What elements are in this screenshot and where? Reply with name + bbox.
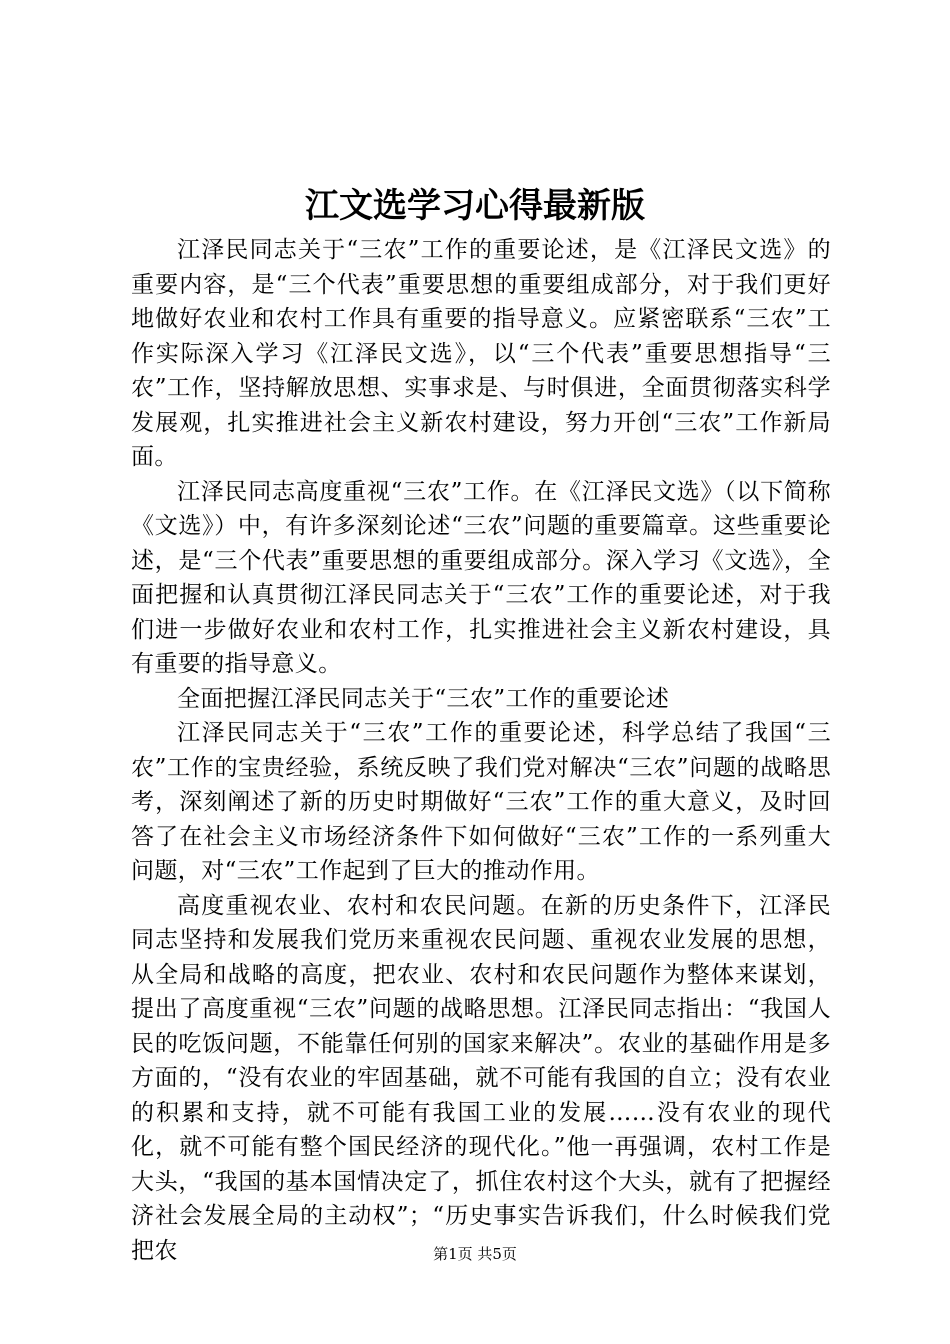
section-heading: 全面把握江泽民同志关于“三农”工作的重要论述 xyxy=(177,685,670,712)
paragraph-1: 江泽民同志关于“三农”工作的重要论述，是《江泽民文选》的重要内容，是“三个代表”重要思想的重要组成部分，对于我们更好地做好农业和农村工作具有重要的指导意义。应紧密联系“三农”工作实际深入学习《江泽民文选》，以“三个代表”重要思想指导“三农”工作，坚持解放思想、实事求是、与时俱进，全面贯彻落实科学发展观，扎实推进社会主义新农村建设，努力开创“三农”工作新局面。 xyxy=(131,237,831,470)
document-body xyxy=(131,233,831,1268)
paragraph-2: 江泽民同志高度重视“三农”工作。在《江泽民文选》（以下简称《文选》）中，有许多深刻论述“三农”问题的重要篇章。这些重要论述，是“三个代表”重要思想的重要组成部分。深入学习《文选》，全面把握和认真贯彻江泽民同志关于“三农”工作的重要论述，对于我们进一步做好农业和农村工作，扎实推进社会主义新农村建设，具有重要的指导意义。 xyxy=(131,478,831,677)
page-title: 江文选学习心得最新版 xyxy=(305,186,645,226)
paragraph-4: 高度重视农业、农村和农民问题。在新的历史条件下，江泽民同志坚持和发展我们党历来重视农民问题、重视农业发展的思想，从全局和战略的高度，把农业、农村和农民问题作为整体来谋划，提出了高度重视“三农”问题的战略思想。江泽民同志指出：“我国人民的吃饭问题，不能靠任何别的国家来解决”。农业的基础作用是多方面的，“没有农业的牢固基础，就不可能有我国的自立；没有农业的积累和支持，就不可能有我国工业的发展……没有农业的现代化，就不可能有整个国民经济的现代化。”他一再强调，农村工作是大头，“我国的基本国情决定了，抓住农村这个大头，就有了把握经济社会发展全局的主动权”；“历史事实告诉我们，什么时候我们党把农 xyxy=(131,892,831,1264)
page-footer: 第1页 共5页 xyxy=(433,1245,517,1263)
paragraph-3: 江泽民同志关于“三农”工作的重要论述，科学总结了我国“三农”工作的宝贵经验，系统反映了我们党对解决“三农”问题的战略思考，深刻阐述了新的历史时期做好“三农”工作的重大意义，及时回答了在社会主义市场经济条件下如何做好“三农”工作的一系列重大问题，对“三农”工作起到了巨大的推动作用。 xyxy=(131,720,831,884)
